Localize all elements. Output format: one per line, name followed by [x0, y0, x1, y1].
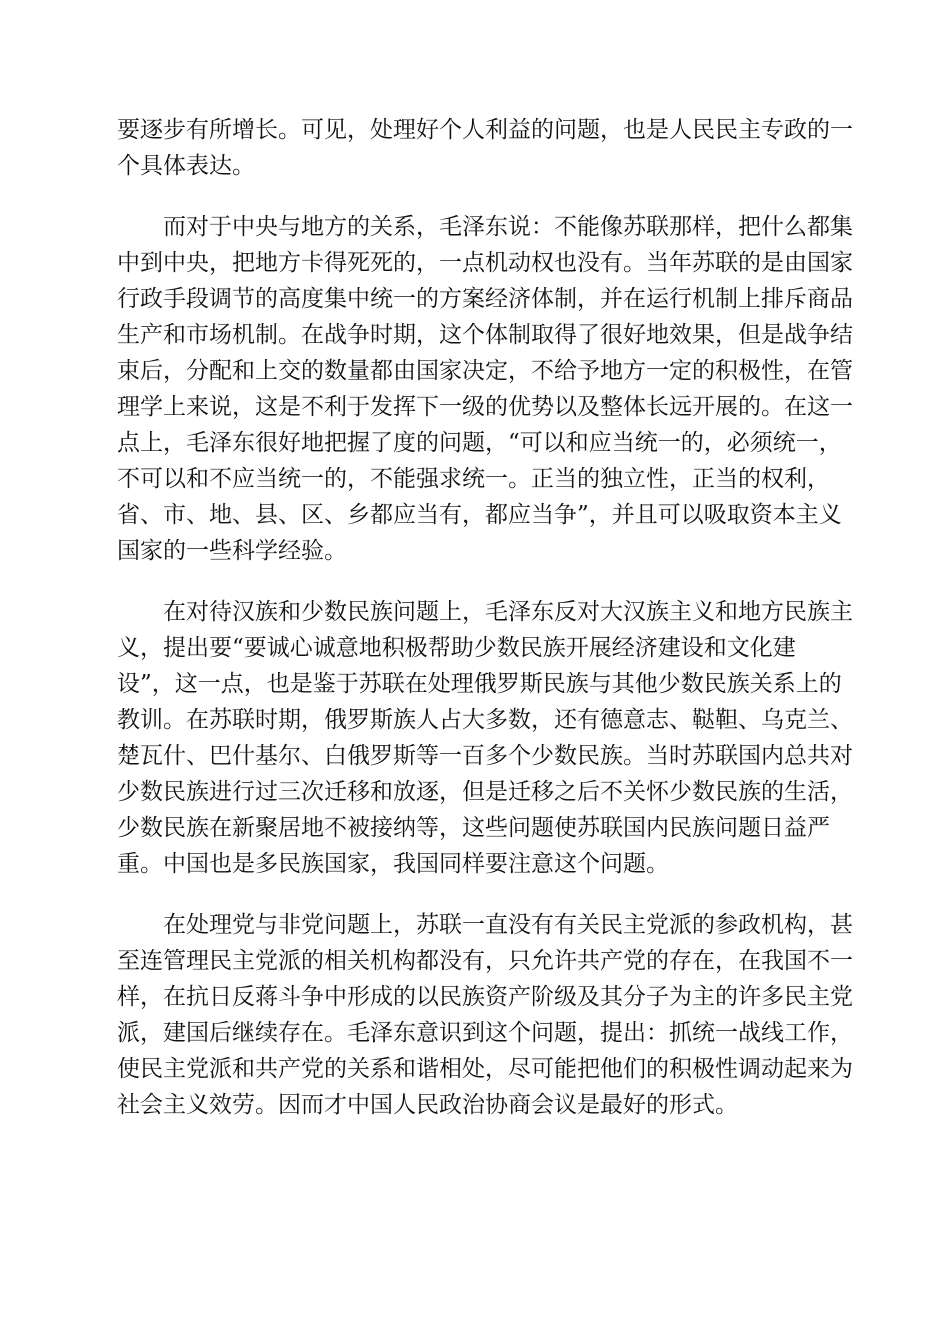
paragraph-3-line-3: 设”，这一点，也是鉴于苏联在处理俄罗斯民族与其他少数民族关系上的: [117, 671, 842, 697]
paragraph-4-line-4: 派，建国后继续存在。毛泽东意识到这个问题，提出：抓统一战线工作，: [117, 1020, 853, 1046]
paragraph-2-line-1: 而对于中央与地方的关系，毛泽东说：不能像苏联那样，把什么都集: [163, 214, 853, 240]
paragraph-2-line-7: 点上，毛泽东很好地把握了度的问题，“可以和应当统一的，必须统一，: [117, 430, 842, 456]
paragraph-2-line-8: 不可以和不应当统一的，不能强求统一。正当的独立性，正当的权利，: [117, 466, 830, 492]
paragraph-3-line-8: 重。中国也是多民族国家，我国同样要注意这个问题。: [117, 851, 669, 877]
paragraph-2-line-10: 国家的一些科学经验。: [117, 538, 347, 564]
paragraph-1-line-2: 个具体表达。: [117, 153, 255, 179]
paragraph-4-line-3: 样，在抗日反蒋斗争中形成的以民族资产阶级及其分子为主的许多民主党: [117, 984, 853, 1010]
paragraph-2-line-9: 省、市、地、县、区、乡都应当有，都应当争”，并且可以吸取资本主义: [117, 502, 842, 528]
paragraph-2-line-6: 理学上来说，这是不利于发挥下一级的优势以及整体长远开展的。在这一: [117, 394, 853, 420]
paragraph-3-line-4: 教训。在苏联时期，俄罗斯族人占大多数，还有德意志、鞑靼、乌克兰、: [117, 707, 853, 733]
paragraph-4-line-6: 社会主义效劳。因而才中国人民政治协商会议是最好的形式。: [117, 1092, 738, 1118]
paragraph-4-line-2: 至连管理民主党派的相关机构都没有，只允许共产党的存在，在我国不一: [117, 948, 853, 974]
paragraph-2-line-4: 生产和市场机制。在战争时期，这个体制取得了很好地效果，但是战争结: [117, 322, 853, 348]
paragraph-4-line-5: 使民主党派和共产党的关系和谐相处，尽可能把他们的积极性调动起来为: [117, 1056, 853, 1082]
paragraph-2-line-5: 束后，分配和上交的数量都由国家决定，不给予地方一定的积极性，在管: [117, 358, 853, 384]
paragraph-2-line-3: 行政手段调节的高度集中统一的方案经济体制，并在运行机制上排斥商品: [117, 286, 853, 312]
paragraph-3-line-2: 义，提出要“要诚心诚意地积极帮助少数民族开展经济建设和文化建: [117, 635, 796, 661]
paragraph-4-line-1: 在处理党与非党问题上，苏联一直没有有关民主党派的参政机构，甚: [163, 912, 853, 938]
paragraph-1-line-1: 要逐步有所增长。可见，处理好个人利益的问题，也是人民民主专政的一: [117, 117, 853, 143]
paragraph-3-line-7: 少数民族在新聚居地不被接纳等，这些问题使苏联国内民族问题日益严: [117, 815, 830, 841]
paragraph-2-line-2: 中到中央，把地方卡得死死的，一点机动权也没有。当年苏联的是由国家: [117, 250, 853, 276]
paragraph-3-line-6: 少数民族进行过三次迁移和放逐，但是迁移之后不关怀少数民族的生活，: [117, 779, 853, 805]
paragraph-3-line-5: 楚瓦什、巴什基尔、白俄罗斯等一百多个少数民族。当时苏联国内总共对: [117, 743, 853, 769]
paragraph-3-line-1: 在对待汉族和少数民族问题上，毛泽东反对大汉族主义和地方民族主: [163, 599, 853, 625]
